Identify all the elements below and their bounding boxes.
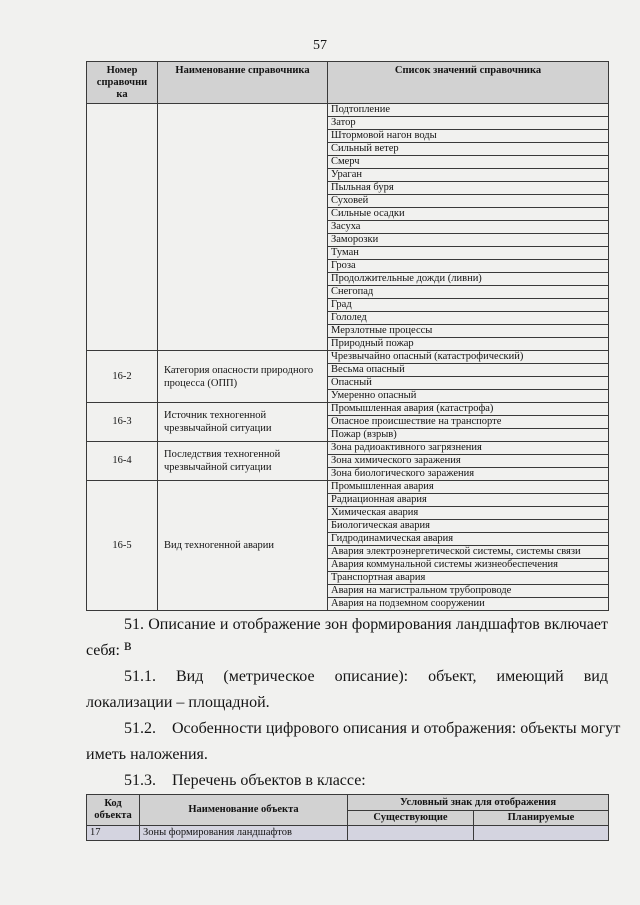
paragraph-51-2-line1: 51.2. Особенности цифрового описания и отображения: объекты могут [124, 720, 621, 737]
ref-name-cell: Вид техногенной аварии [158, 481, 328, 611]
paragraph-51-1-line1: 51.1. Вид (метрическое описание): объект, имеющий вид [124, 668, 608, 685]
object-name: Зоны формирования ландшафтов [140, 826, 348, 841]
ref-value-cell: Авария коммунальной системы жизнеобеспечения [328, 559, 609, 572]
ref-value-cell: Гроза [328, 260, 609, 273]
ref-value-cell: Опасное происшествие на транспорте [328, 416, 609, 429]
header-existing: Существующие [348, 811, 474, 826]
ref-name-cell: Категория опасности природного процесса (ОПП) [158, 351, 328, 403]
ref-value-cell: Промышленная авария [328, 481, 609, 494]
ref-value-cell: Транспортная авария [328, 572, 609, 585]
ref-number-cell: 16-2 [87, 351, 158, 403]
ref-value-cell: Пожар (взрыв) [328, 429, 609, 442]
ref-value-cell: Весьма опасный [328, 364, 609, 377]
ref-value-cell: Промышленная авария (катастрофа) [328, 403, 609, 416]
ref-number-cell: 16-5 [87, 481, 158, 611]
ref-name-cell: Источник техногенной чрезвычайной ситуации [158, 403, 328, 442]
ref-number-cell: 16-4 [87, 442, 158, 481]
ref-number-cell [87, 104, 158, 351]
ref-number-cell: 16-3 [87, 403, 158, 442]
header-object-name: Наименование объекта [140, 795, 348, 826]
ref-value-cell: Затор [328, 117, 609, 130]
table-row [87, 442, 609, 455]
ref-value-cell: Авария на магистральном трубопроводе [328, 585, 609, 598]
ref-value-cell: Умеренно опасный [328, 390, 609, 403]
ref-value-cell: Град [328, 299, 609, 312]
ref-value-cell: Ураган [328, 169, 609, 182]
ref-value-cell: Зона химического заражения [328, 455, 609, 468]
ref-value-cell: Авария электроэнергетической системы, системы связи [328, 546, 609, 559]
ref-name-cell [158, 104, 328, 351]
page-number: 57 [313, 38, 327, 53]
ref-value-cell: Сильные осадки [328, 208, 609, 221]
header-symbol: Условный знак для отображения [348, 795, 609, 811]
header-object-code: Код объекта [87, 795, 140, 826]
object-table-header-row-1 [87, 795, 609, 811]
ref-value-cell: Авария на подземном сооружении [328, 598, 609, 611]
ref-value-cell: Засуха [328, 221, 609, 234]
table-row [87, 403, 609, 416]
paragraph-51-1-line2: локализации – площадной. [86, 694, 270, 711]
header-ref-values: Список значений справочника [328, 62, 609, 104]
ref-value-cell: Штормовой нагон воды [328, 130, 609, 143]
ref-name-cell: Последствия техногенной чрезвычайной ситуации [158, 442, 328, 481]
ref-value-cell: Подтопление [328, 104, 609, 117]
ref-value-cell: Мерзлотные процессы [328, 325, 609, 338]
ref-value-cell: Снегопад [328, 286, 609, 299]
reference-table-body [87, 104, 609, 611]
table-row [87, 351, 609, 364]
object-planned-symbol [474, 826, 609, 841]
paragraph-51-2-line2: иметь наложения. [86, 746, 208, 763]
table-row [87, 481, 609, 494]
ref-value-cell: Пыльная буря [328, 182, 609, 195]
ref-value-cell: Природный пожар [328, 338, 609, 351]
ref-value-cell: Смерч [328, 156, 609, 169]
ref-value-cell: Зона радиоактивного загрязнения [328, 442, 609, 455]
object-code: 17 [87, 826, 140, 841]
ref-value-cell: Радиационная авария [328, 494, 609, 507]
ref-value-cell: Химическая авария [328, 507, 609, 520]
object-table [86, 794, 609, 841]
ref-value-cell: Сильный ветер [328, 143, 609, 156]
paragraph-51-line2: себя: [86, 642, 120, 659]
object-existing-symbol [348, 826, 474, 841]
reference-table-header [87, 62, 609, 104]
ref-value-cell: Опасный [328, 377, 609, 390]
header-ref-name: Наименование справочника [158, 62, 328, 104]
ref-value-cell: Заморозки [328, 234, 609, 247]
paragraph-51-3: 51.3. Перечень объектов в классе: [124, 772, 366, 789]
ref-value-cell: Гидродинамическая авария [328, 533, 609, 546]
reference-table [86, 61, 609, 611]
ref-value-cell: Зона биологического заражения [328, 468, 609, 481]
ref-value-cell: Продолжительные дожди (ливни) [328, 273, 609, 286]
table-row [87, 104, 609, 117]
ref-value-cell: Биологическая авария [328, 520, 609, 533]
ref-value-cell: Гололед [328, 312, 609, 325]
ref-value-cell: Чрезвычайно опасный (катастрофический) [328, 351, 609, 364]
header-ref-number: Номер справочни ка [87, 62, 158, 104]
ref-value-cell: Суховей [328, 195, 609, 208]
ref-value-cell: Туман [328, 247, 609, 260]
header-planned: Планируемые [474, 811, 609, 826]
table-row [87, 826, 609, 841]
paragraph-51-line1: 51. Описание и отображение зон формирования ландшафтов включает в [124, 616, 608, 654]
